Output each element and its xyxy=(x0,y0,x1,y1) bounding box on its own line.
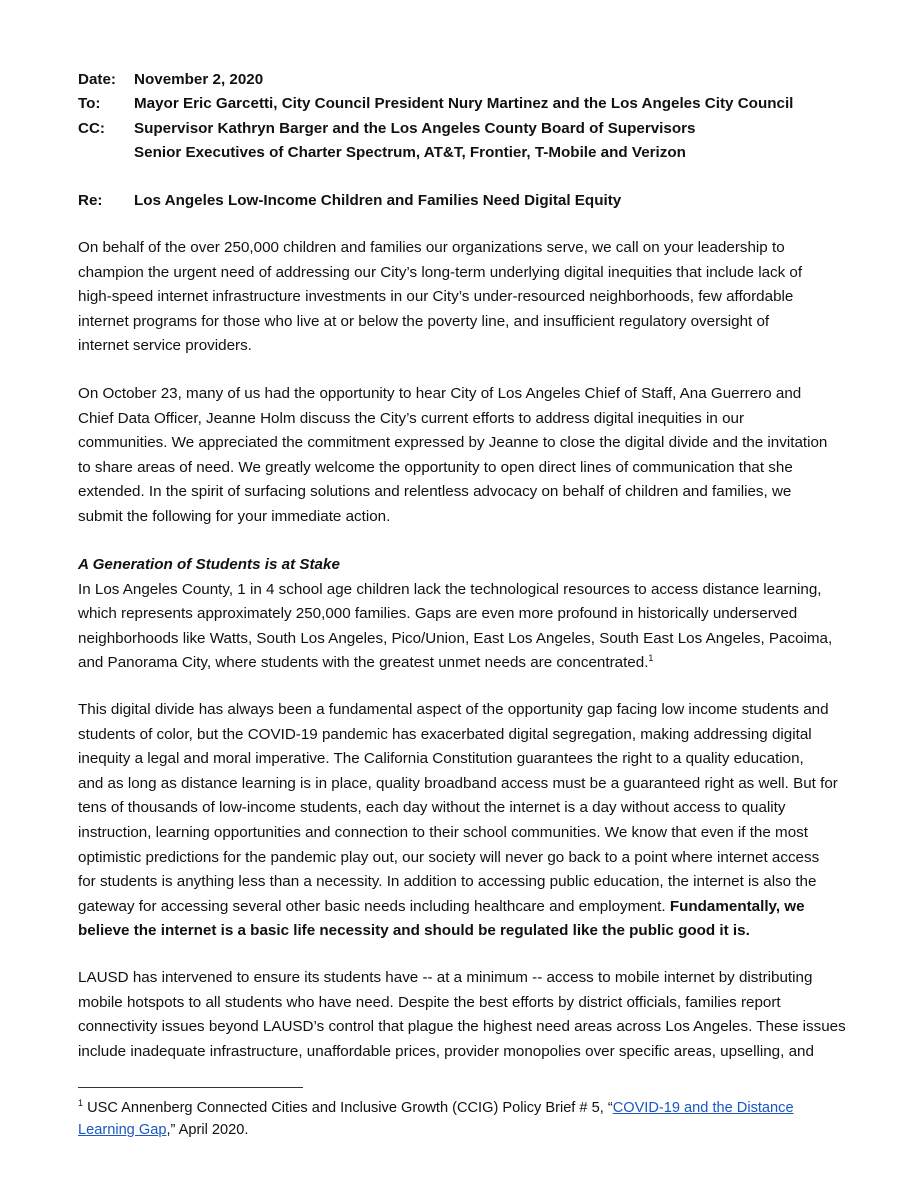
to-value: Mayor Eric Garcetti, City Council President Nury Martinez and the Los Angeles City Council xyxy=(134,95,794,112)
footnote-ref: 1 xyxy=(648,653,654,664)
footnote-link[interactable]: COVID-19 and the Distance xyxy=(612,1100,794,1116)
text-line: and Panorama City, where students with the greatest unmet needs are concentrated. xyxy=(78,654,649,672)
text-line: students of color, but the COVID-19 pandemic has exacerbated digital segregation, making addressing digital xyxy=(78,725,812,743)
text-line: neighborhoods like Watts, South Los Angeles, Pico/Union, East Los Angeles, South East Los Angeles, Pacoima, xyxy=(78,629,833,647)
cc-label: CC: xyxy=(78,120,105,137)
text-line: instruction, learning opportunities and connection to their school communities. We know that even if the most xyxy=(78,823,808,841)
bold-statement: Fundamentally, we xyxy=(669,897,805,915)
text-line: champion the urgent need of addressing our City’s long-term underlying digital inequities that include lack of xyxy=(78,263,803,281)
cc-row-2 xyxy=(78,142,686,164)
paragraph-digital-divide xyxy=(78,698,848,944)
paragraph-october-meeting xyxy=(78,382,848,530)
date-row xyxy=(78,69,263,91)
to-label: To: xyxy=(78,95,101,112)
text-line: to share areas of need. We greatly welcome the opportunity to open direct lines of communication that she xyxy=(78,458,793,476)
text-line: and as long as distance learning is in place, quality broadband access must be a guaranteed right as well. But for xyxy=(78,774,838,792)
bold-statement: believe the internet is a basic life necessity and should be regulated like the public good it is. xyxy=(78,922,750,940)
text-line: extended. In the spirit of surfacing solutions and relentless advocacy on behalf of children and families, we xyxy=(78,483,792,501)
text-line: inequity a legal and moral imperative. The California Constitution guarantees the right to a quality education, xyxy=(78,750,804,768)
text-line: communities. We appreciated the commitment expressed by Jeanne to close the digital divide and the invitation xyxy=(78,434,828,452)
section-heading: A Generation of Students is at Stake xyxy=(78,556,340,573)
text-line: In Los Angeles County, 1 in 4 school age children lack the technological resources to access distance learning, xyxy=(78,580,822,598)
re-value: Los Angeles Low-Income Children and Families Need Digital Equity xyxy=(134,192,622,209)
footnote-marker: 1 xyxy=(78,1098,84,1109)
text-line: LAUSD has intervened to ensure its students have -- at a minimum -- access to mobile internet by distributing xyxy=(78,969,813,986)
text-line: internet programs for those who live at or below the poverty line, and insufficient regulatory oversight of xyxy=(78,312,770,330)
text-line: optimistic predictions for the pandemic play out, our society will never go back to a point where internet access xyxy=(78,848,820,866)
re-row xyxy=(78,190,621,212)
to-row xyxy=(78,93,793,115)
paragraph-intro xyxy=(78,236,848,359)
text-line: mobile hotspots to all students who have need. Despite the best efforts by district officials, families report xyxy=(78,993,781,1011)
footnote-text: USC Annenberg Connected Cities and Inclusive Growth (CCIG) Policy Brief # 5, “ xyxy=(83,1100,613,1116)
text-line: include inadequate infrastructure, unaffordable prices, provider monopolies over specific areas, upselling, and xyxy=(78,1042,814,1060)
text-line: On behalf of the over 250,000 children and families our organizations serve, we call on your leadership to xyxy=(78,239,785,256)
text-line: This digital divide has always been a fundamental aspect of the opportunity gap facing low income students and xyxy=(78,701,829,718)
text-line: submit the following for your immediate action. xyxy=(78,507,391,525)
cc-value-1: Supervisor Kathryn Barger and the Los Angeles County Board of Supervisors xyxy=(134,120,696,137)
text-line: gateway for accessing several other basic needs including healthcare and employment. xyxy=(78,897,670,915)
date-label: Date: xyxy=(78,71,116,88)
paragraph-lausd xyxy=(78,966,848,1064)
text-line: tens of thousands of low-income students, each day without the internet is a day without access to quality xyxy=(78,799,786,817)
text-line: internet service providers. xyxy=(78,337,252,355)
text-line: which represents approximately 250,000 families. Gaps are even more profound in historically underserved xyxy=(78,605,798,623)
text-line: Chief Data Officer, Jeanne Holm discuss the City’s current efforts to address digital inequities in our xyxy=(78,409,745,427)
re-label: Re: xyxy=(78,192,103,209)
date-value: November 2, 2020 xyxy=(134,71,264,88)
footnote xyxy=(78,1097,794,1141)
text-line: high-speed internet infrastructure investments in our City’s under-resourced neighborhoods, few affordable xyxy=(78,288,794,306)
footnote-text: ,” April 2020. xyxy=(166,1122,249,1138)
cc-value-2: Senior Executives of Charter Spectrum, AT&T, Frontier, T-Mobile and Verizon xyxy=(134,144,686,161)
cc-row xyxy=(78,118,696,140)
footnote-link-continued[interactable]: Learning Gap xyxy=(78,1122,167,1138)
text-line: On October 23, many of us had the opportunity to hear City of Los Angeles Chief of Staff, Ana Guerrero and xyxy=(78,385,802,402)
text-line: for students is anything less than a necessity. In addition to accessing public education, the internet is also the xyxy=(78,873,817,891)
section-students xyxy=(78,553,848,676)
footnote-divider xyxy=(78,1087,303,1088)
text-line: connectivity issues beyond LAUSD’s control that plague the highest need areas across Los Angeles. These issues xyxy=(78,1018,846,1036)
